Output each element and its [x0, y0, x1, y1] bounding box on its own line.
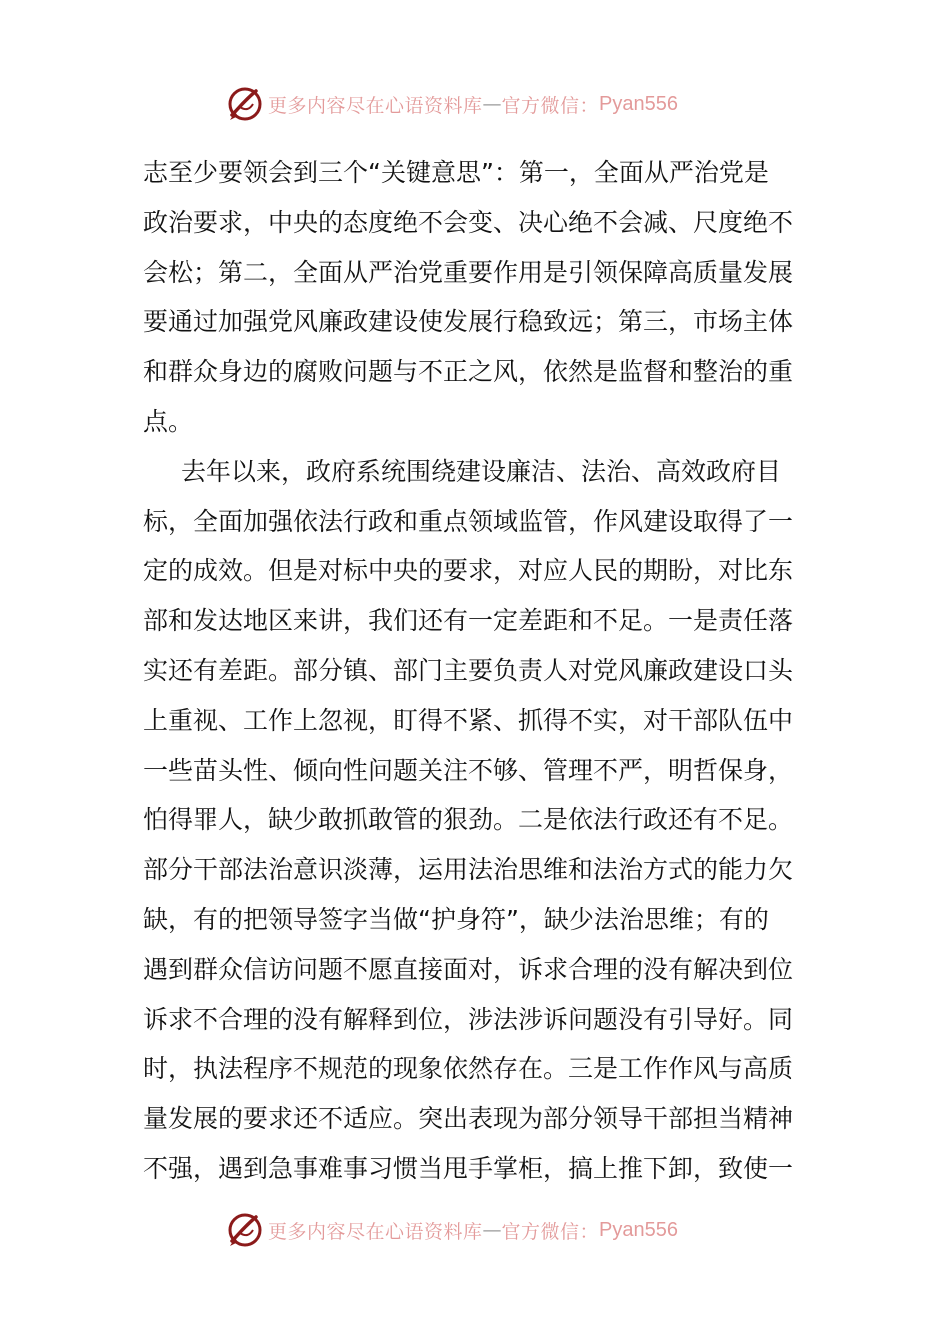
text-line: 不强，遇到急事难事习惯当甩手掌柜，搞上推下卸，致使一 [143, 1153, 794, 1183]
watermark-id: Pyan556 [599, 1218, 678, 1241]
text-line: 时，执法程序不规范的现象依然存在。三是工作作风与高质 [143, 1054, 794, 1084]
paragraph [143, 447, 811, 1194]
watermark-id: Pyan556 [599, 92, 678, 115]
pen-logo-icon [226, 1211, 264, 1249]
footer-watermark [226, 1210, 726, 1250]
text-line: 诉求不合理的没有解释到位，涉法涉诉问题没有引导好。同 [143, 1004, 794, 1034]
text-line: 遇到群众信访问题不愿直接面对，诉求合理的没有解决到位 [143, 954, 794, 984]
text-line: 一些苗头性、倾向性问题关注不够、管理不严，明哲保身， [143, 755, 794, 785]
text-line: 点。 [143, 406, 194, 436]
text-line: 部和发达地区来讲，我们还有一定差距和不足。一是责任落 [143, 606, 794, 636]
watermark-label: 官方微信： [501, 1220, 600, 1243]
watermark-text: 更多内容尽在心语资料库 [268, 1220, 483, 1243]
text-line: 和群众身边的腐败问题与不正之风，依然是监督和整治的重 [143, 357, 794, 387]
text-line: 实还有差距。部分镇、部门主要负责人对党风廉政建设口头 [143, 655, 794, 685]
text-line: 标，全面加强依法行政和重点领域监管，作风建设取得了一 [143, 506, 794, 536]
watermark-text: 更多内容尽在心语资料库 [268, 94, 483, 117]
pen-logo-icon [226, 85, 264, 123]
text-line: 去年以来，政府系统围绕建设廉洁、法治、高效政府目 [181, 456, 782, 486]
text-line: 要通过加强党风廉政建设使发展行稳致远；第三，市场主体 [143, 307, 794, 337]
header-watermark [226, 84, 726, 124]
document-body [143, 148, 811, 1194]
text-line: 会松；第二，全面从严治党重要作用是引领保障高质量发展 [143, 257, 794, 287]
text-line: 上重视、工作上忽视，盯得不紧、抓得不实，对干部队伍中 [143, 705, 794, 735]
text-line: 怕得罪人，缺少敢抓敢管的狠劲。二是依法行政还有不足。 [143, 805, 794, 835]
text-line: 缺，有的把领导签字当做“护身符”，缺少法治思维；有的 [143, 904, 769, 934]
watermark-label: 官方微信： [501, 94, 600, 117]
text-line: 量发展的要求还不适应。突出表现为部分领导干部担当精神 [143, 1104, 794, 1134]
watermark-separator: — [482, 93, 502, 115]
text-line: 志至少要领会到三个“关键意思”：第一，全面从严治党是 [143, 158, 769, 187]
text-line: 定的成效。但是对标中央的要求，对应人民的期盼，对比东 [143, 556, 794, 586]
paragraph [143, 148, 811, 447]
text-line: 部分干部法治意识淡薄，运用法治思维和法治方式的能力欠 [143, 855, 794, 885]
watermark-separator: — [482, 1219, 502, 1241]
text-line: 政治要求，中央的态度绝不会变、决心绝不会减、尺度绝不 [143, 207, 794, 237]
